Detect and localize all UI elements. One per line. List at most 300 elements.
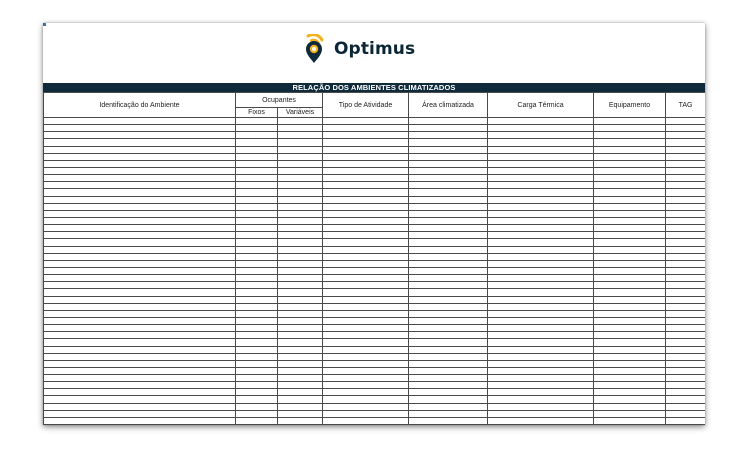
cell-equipamento[interactable] xyxy=(594,317,666,324)
cell-fixos[interactable] xyxy=(236,289,278,296)
cell-tag[interactable] xyxy=(666,417,705,424)
cell-tipo-atividade[interactable] xyxy=(323,403,409,410)
cell-equipamento[interactable] xyxy=(594,175,666,182)
cell-fixos[interactable] xyxy=(236,339,278,346)
cell-fixos[interactable] xyxy=(236,310,278,317)
cell-identificacao[interactable] xyxy=(44,260,236,267)
cell-variaveis[interactable] xyxy=(278,303,323,310)
cell-fixos[interactable] xyxy=(236,296,278,303)
cell-variaveis[interactable] xyxy=(278,196,323,203)
cell-fixos[interactable] xyxy=(236,118,278,125)
cell-carga[interactable] xyxy=(488,310,594,317)
cell-equipamento[interactable] xyxy=(594,139,666,146)
cell-identificacao[interactable] xyxy=(44,289,236,296)
cell-carga[interactable] xyxy=(488,146,594,153)
cell-fixos[interactable] xyxy=(236,139,278,146)
cell-fixos[interactable] xyxy=(236,146,278,153)
cell-variaveis[interactable] xyxy=(278,289,323,296)
cell-tag[interactable] xyxy=(666,267,705,274)
cell-tag[interactable] xyxy=(666,310,705,317)
cell-tipo-atividade[interactable] xyxy=(323,239,409,246)
cell-variaveis[interactable] xyxy=(278,132,323,139)
cell-tag[interactable] xyxy=(666,239,705,246)
cell-carga[interactable] xyxy=(488,353,594,360)
cell-carga[interactable] xyxy=(488,403,594,410)
cell-area[interactable] xyxy=(409,339,488,346)
cell-tag[interactable] xyxy=(666,360,705,367)
cell-equipamento[interactable] xyxy=(594,296,666,303)
cell-carga[interactable] xyxy=(488,289,594,296)
cell-identificacao[interactable] xyxy=(44,410,236,417)
cell-area[interactable] xyxy=(409,253,488,260)
cell-variaveis[interactable] xyxy=(278,275,323,282)
cell-carga[interactable] xyxy=(488,167,594,174)
cell-tipo-atividade[interactable] xyxy=(323,125,409,132)
cell-variaveis[interactable] xyxy=(278,325,323,332)
cell-fixos[interactable] xyxy=(236,160,278,167)
cell-equipamento[interactable] xyxy=(594,167,666,174)
cell-tipo-atividade[interactable] xyxy=(323,332,409,339)
cell-fixos[interactable] xyxy=(236,367,278,374)
cell-tag[interactable] xyxy=(666,139,705,146)
cell-variaveis[interactable] xyxy=(278,210,323,217)
cell-equipamento[interactable] xyxy=(594,203,666,210)
cell-equipamento[interactable] xyxy=(594,282,666,289)
cell-carga[interactable] xyxy=(488,182,594,189)
cell-equipamento[interactable] xyxy=(594,153,666,160)
cell-fixos[interactable] xyxy=(236,167,278,174)
cell-fixos[interactable] xyxy=(236,153,278,160)
cell-equipamento[interactable] xyxy=(594,217,666,224)
cell-area[interactable] xyxy=(409,360,488,367)
cell-area[interactable] xyxy=(409,303,488,310)
cell-carga[interactable] xyxy=(488,118,594,125)
cell-identificacao[interactable] xyxy=(44,146,236,153)
cell-tag[interactable] xyxy=(666,182,705,189)
cell-carga[interactable] xyxy=(488,139,594,146)
cell-area[interactable] xyxy=(409,246,488,253)
cell-carga[interactable] xyxy=(488,239,594,246)
cell-area[interactable] xyxy=(409,203,488,210)
cell-carga[interactable] xyxy=(488,375,594,382)
cell-fixos[interactable] xyxy=(236,410,278,417)
cell-equipamento[interactable] xyxy=(594,410,666,417)
cell-carga[interactable] xyxy=(488,360,594,367)
cell-area[interactable] xyxy=(409,353,488,360)
cell-carga[interactable] xyxy=(488,232,594,239)
cell-identificacao[interactable] xyxy=(44,118,236,125)
cell-identificacao[interactable] xyxy=(44,189,236,196)
cell-tag[interactable] xyxy=(666,410,705,417)
cell-fixos[interactable] xyxy=(236,382,278,389)
cell-area[interactable] xyxy=(409,217,488,224)
cell-area[interactable] xyxy=(409,175,488,182)
cell-area[interactable] xyxy=(409,160,488,167)
cell-carga[interactable] xyxy=(488,346,594,353)
cell-area[interactable] xyxy=(409,167,488,174)
cell-area[interactable] xyxy=(409,260,488,267)
header-tipo-atividade[interactable]: Tipo de Atividade xyxy=(323,93,409,118)
cell-equipamento[interactable] xyxy=(594,310,666,317)
cell-identificacao[interactable] xyxy=(44,325,236,332)
cell-area[interactable] xyxy=(409,389,488,396)
cell-area[interactable] xyxy=(409,282,488,289)
cell-carga[interactable] xyxy=(488,196,594,203)
cell-variaveis[interactable] xyxy=(278,332,323,339)
cell-area[interactable] xyxy=(409,396,488,403)
cell-fixos[interactable] xyxy=(236,182,278,189)
cell-variaveis[interactable] xyxy=(278,153,323,160)
cell-identificacao[interactable] xyxy=(44,132,236,139)
cell-identificacao[interactable] xyxy=(44,310,236,317)
cell-equipamento[interactable] xyxy=(594,253,666,260)
cell-tag[interactable] xyxy=(666,346,705,353)
cell-area[interactable] xyxy=(409,403,488,410)
cell-fixos[interactable] xyxy=(236,239,278,246)
cell-variaveis[interactable] xyxy=(278,417,323,424)
cell-tag[interactable] xyxy=(666,389,705,396)
cell-variaveis[interactable] xyxy=(278,139,323,146)
header-tag[interactable]: TAG xyxy=(666,93,705,118)
cell-tag[interactable] xyxy=(666,167,705,174)
cell-variaveis[interactable] xyxy=(278,403,323,410)
cell-tag[interactable] xyxy=(666,253,705,260)
cell-fixos[interactable] xyxy=(236,260,278,267)
cell-tipo-atividade[interactable] xyxy=(323,317,409,324)
cell-area[interactable] xyxy=(409,317,488,324)
cell-identificacao[interactable] xyxy=(44,332,236,339)
cell-tag[interactable] xyxy=(666,396,705,403)
cell-area[interactable] xyxy=(409,139,488,146)
cell-tipo-atividade[interactable] xyxy=(323,153,409,160)
cell-tag[interactable] xyxy=(666,382,705,389)
cell-identificacao[interactable] xyxy=(44,339,236,346)
cell-equipamento[interactable] xyxy=(594,353,666,360)
cell-carga[interactable] xyxy=(488,267,594,274)
cell-area[interactable] xyxy=(409,210,488,217)
cell-carga[interactable] xyxy=(488,339,594,346)
cell-tipo-atividade[interactable] xyxy=(323,325,409,332)
cell-variaveis[interactable] xyxy=(278,346,323,353)
cell-area[interactable] xyxy=(409,417,488,424)
cell-equipamento[interactable] xyxy=(594,346,666,353)
cell-identificacao[interactable] xyxy=(44,182,236,189)
cell-tipo-atividade[interactable] xyxy=(323,132,409,139)
cell-area[interactable] xyxy=(409,275,488,282)
cell-tag[interactable] xyxy=(666,367,705,374)
cell-area[interactable] xyxy=(409,232,488,239)
cell-equipamento[interactable] xyxy=(594,332,666,339)
cell-tipo-atividade[interactable] xyxy=(323,246,409,253)
cell-equipamento[interactable] xyxy=(594,182,666,189)
cell-identificacao[interactable] xyxy=(44,246,236,253)
cell-tag[interactable] xyxy=(666,339,705,346)
cell-equipamento[interactable] xyxy=(594,325,666,332)
cell-tipo-atividade[interactable] xyxy=(323,360,409,367)
cell-carga[interactable] xyxy=(488,389,594,396)
cell-tipo-atividade[interactable] xyxy=(323,310,409,317)
cell-fixos[interactable] xyxy=(236,210,278,217)
cell-fixos[interactable] xyxy=(236,175,278,182)
cell-fixos[interactable] xyxy=(236,332,278,339)
cell-carga[interactable] xyxy=(488,417,594,424)
cell-variaveis[interactable] xyxy=(278,225,323,232)
cell-equipamento[interactable] xyxy=(594,146,666,153)
cell-fixos[interactable] xyxy=(236,353,278,360)
header-equipamento[interactable]: Equipamento xyxy=(594,93,666,118)
cell-tag[interactable] xyxy=(666,317,705,324)
cell-variaveis[interactable] xyxy=(278,232,323,239)
cell-fixos[interactable] xyxy=(236,303,278,310)
cell-carga[interactable] xyxy=(488,275,594,282)
cell-variaveis[interactable] xyxy=(278,118,323,125)
cell-variaveis[interactable] xyxy=(278,410,323,417)
cell-tag[interactable] xyxy=(666,175,705,182)
cell-identificacao[interactable] xyxy=(44,125,236,132)
cell-tag[interactable] xyxy=(666,246,705,253)
cell-area[interactable] xyxy=(409,332,488,339)
cell-equipamento[interactable] xyxy=(594,239,666,246)
cell-variaveis[interactable] xyxy=(278,167,323,174)
header-fixos[interactable]: Fixos xyxy=(236,108,278,118)
cell-fixos[interactable] xyxy=(236,232,278,239)
cell-identificacao[interactable] xyxy=(44,367,236,374)
cell-variaveis[interactable] xyxy=(278,203,323,210)
cell-carga[interactable] xyxy=(488,160,594,167)
cell-equipamento[interactable] xyxy=(594,375,666,382)
cell-equipamento[interactable] xyxy=(594,160,666,167)
header-variaveis[interactable]: Variáveis xyxy=(278,108,323,118)
cell-fixos[interactable] xyxy=(236,217,278,224)
cell-identificacao[interactable] xyxy=(44,239,236,246)
cell-identificacao[interactable] xyxy=(44,225,236,232)
cell-variaveis[interactable] xyxy=(278,175,323,182)
cell-area[interactable] xyxy=(409,132,488,139)
cell-variaveis[interactable] xyxy=(278,389,323,396)
cell-carga[interactable] xyxy=(488,225,594,232)
cell-tag[interactable] xyxy=(666,189,705,196)
header-area[interactable]: Área climatizada xyxy=(409,93,488,118)
cell-area[interactable] xyxy=(409,375,488,382)
cell-identificacao[interactable] xyxy=(44,139,236,146)
cell-fixos[interactable] xyxy=(236,189,278,196)
cell-identificacao[interactable] xyxy=(44,203,236,210)
cell-tipo-atividade[interactable] xyxy=(323,217,409,224)
cell-tag[interactable] xyxy=(666,303,705,310)
cell-identificacao[interactable] xyxy=(44,275,236,282)
cell-equipamento[interactable] xyxy=(594,232,666,239)
cell-area[interactable] xyxy=(409,267,488,274)
cell-tag[interactable] xyxy=(666,232,705,239)
cell-equipamento[interactable] xyxy=(594,189,666,196)
cell-tipo-atividade[interactable] xyxy=(323,346,409,353)
cell-carga[interactable] xyxy=(488,210,594,217)
cell-tag[interactable] xyxy=(666,332,705,339)
cell-area[interactable] xyxy=(409,296,488,303)
cell-fixos[interactable] xyxy=(236,225,278,232)
cell-tipo-atividade[interactable] xyxy=(323,367,409,374)
cell-tag[interactable] xyxy=(666,146,705,153)
cell-area[interactable] xyxy=(409,310,488,317)
cell-tipo-atividade[interactable] xyxy=(323,160,409,167)
cell-area[interactable] xyxy=(409,367,488,374)
cell-tipo-atividade[interactable] xyxy=(323,182,409,189)
cell-tag[interactable] xyxy=(666,375,705,382)
cell-area[interactable] xyxy=(409,182,488,189)
cell-fixos[interactable] xyxy=(236,417,278,424)
cell-identificacao[interactable] xyxy=(44,317,236,324)
cell-carga[interactable] xyxy=(488,317,594,324)
cell-carga[interactable] xyxy=(488,153,594,160)
cell-identificacao[interactable] xyxy=(44,296,236,303)
cell-tipo-atividade[interactable] xyxy=(323,410,409,417)
cell-equipamento[interactable] xyxy=(594,210,666,217)
cell-area[interactable] xyxy=(409,382,488,389)
cell-tipo-atividade[interactable] xyxy=(323,203,409,210)
cell-tipo-atividade[interactable] xyxy=(323,339,409,346)
cell-carga[interactable] xyxy=(488,253,594,260)
header-carga[interactable]: Carga Térmica xyxy=(488,93,594,118)
cell-identificacao[interactable] xyxy=(44,353,236,360)
cell-fixos[interactable] xyxy=(236,396,278,403)
cell-identificacao[interactable] xyxy=(44,396,236,403)
cell-area[interactable] xyxy=(409,196,488,203)
cell-fixos[interactable] xyxy=(236,125,278,132)
cell-identificacao[interactable] xyxy=(44,346,236,353)
cell-identificacao[interactable] xyxy=(44,196,236,203)
cell-identificacao[interactable] xyxy=(44,217,236,224)
cell-identificacao[interactable] xyxy=(44,253,236,260)
cell-carga[interactable] xyxy=(488,325,594,332)
cell-identificacao[interactable] xyxy=(44,303,236,310)
cell-identificacao[interactable] xyxy=(44,389,236,396)
cell-tipo-atividade[interactable] xyxy=(323,189,409,196)
cell-area[interactable] xyxy=(409,410,488,417)
cell-carga[interactable] xyxy=(488,260,594,267)
cell-tag[interactable] xyxy=(666,203,705,210)
cell-tag[interactable] xyxy=(666,217,705,224)
cell-tipo-atividade[interactable] xyxy=(323,260,409,267)
cell-tipo-atividade[interactable] xyxy=(323,225,409,232)
cell-variaveis[interactable] xyxy=(278,182,323,189)
cell-carga[interactable] xyxy=(488,367,594,374)
cell-carga[interactable] xyxy=(488,217,594,224)
cell-tag[interactable] xyxy=(666,196,705,203)
cell-carga[interactable] xyxy=(488,382,594,389)
cell-tag[interactable] xyxy=(666,225,705,232)
cell-tag[interactable] xyxy=(666,275,705,282)
cell-tipo-atividade[interactable] xyxy=(323,210,409,217)
cell-variaveis[interactable] xyxy=(278,260,323,267)
cell-area[interactable] xyxy=(409,325,488,332)
cell-carga[interactable] xyxy=(488,282,594,289)
cell-variaveis[interactable] xyxy=(278,310,323,317)
selection-corner-marker[interactable] xyxy=(43,23,46,26)
cell-tipo-atividade[interactable] xyxy=(323,253,409,260)
cell-carga[interactable] xyxy=(488,303,594,310)
cell-fixos[interactable] xyxy=(236,346,278,353)
cell-variaveis[interactable] xyxy=(278,396,323,403)
cell-tag[interactable] xyxy=(666,132,705,139)
cell-identificacao[interactable] xyxy=(44,167,236,174)
cell-fixos[interactable] xyxy=(236,253,278,260)
cell-variaveis[interactable] xyxy=(278,246,323,253)
cell-equipamento[interactable] xyxy=(594,260,666,267)
cell-tag[interactable] xyxy=(666,125,705,132)
cell-identificacao[interactable] xyxy=(44,232,236,239)
cell-tag[interactable] xyxy=(666,296,705,303)
cell-tipo-atividade[interactable] xyxy=(323,389,409,396)
cell-tag[interactable] xyxy=(666,353,705,360)
cell-tipo-atividade[interactable] xyxy=(323,382,409,389)
cell-tipo-atividade[interactable] xyxy=(323,275,409,282)
cell-carga[interactable] xyxy=(488,125,594,132)
cell-variaveis[interactable] xyxy=(278,339,323,346)
cell-tag[interactable] xyxy=(666,289,705,296)
cell-area[interactable] xyxy=(409,239,488,246)
cell-area[interactable] xyxy=(409,153,488,160)
cell-carga[interactable] xyxy=(488,132,594,139)
cell-fixos[interactable] xyxy=(236,375,278,382)
cell-variaveis[interactable] xyxy=(278,360,323,367)
cell-equipamento[interactable] xyxy=(594,303,666,310)
header-ocupantes[interactable]: Ocupantes xyxy=(236,93,323,108)
cell-area[interactable] xyxy=(409,346,488,353)
cell-equipamento[interactable] xyxy=(594,246,666,253)
cell-identificacao[interactable] xyxy=(44,360,236,367)
cell-tag[interactable] xyxy=(666,118,705,125)
cell-identificacao[interactable] xyxy=(44,382,236,389)
cell-tipo-atividade[interactable] xyxy=(323,289,409,296)
cell-equipamento[interactable] xyxy=(594,225,666,232)
cell-identificacao[interactable] xyxy=(44,403,236,410)
cell-identificacao[interactable] xyxy=(44,375,236,382)
cell-tag[interactable] xyxy=(666,282,705,289)
cell-area[interactable] xyxy=(409,289,488,296)
cell-fixos[interactable] xyxy=(236,317,278,324)
cell-identificacao[interactable] xyxy=(44,160,236,167)
cell-variaveis[interactable] xyxy=(278,253,323,260)
cell-variaveis[interactable] xyxy=(278,317,323,324)
cell-variaveis[interactable] xyxy=(278,125,323,132)
cell-carga[interactable] xyxy=(488,396,594,403)
cell-variaveis[interactable] xyxy=(278,189,323,196)
cell-carga[interactable] xyxy=(488,296,594,303)
cell-fixos[interactable] xyxy=(236,360,278,367)
cell-tag[interactable] xyxy=(666,160,705,167)
cell-tipo-atividade[interactable] xyxy=(323,232,409,239)
cell-identificacao[interactable] xyxy=(44,153,236,160)
cell-fixos[interactable] xyxy=(236,403,278,410)
cell-tipo-atividade[interactable] xyxy=(323,167,409,174)
cell-area[interactable] xyxy=(409,146,488,153)
cell-tipo-atividade[interactable] xyxy=(323,196,409,203)
cell-variaveis[interactable] xyxy=(278,375,323,382)
cell-equipamento[interactable] xyxy=(594,382,666,389)
cell-tipo-atividade[interactable] xyxy=(323,396,409,403)
cell-tag[interactable] xyxy=(666,403,705,410)
cell-variaveis[interactable] xyxy=(278,353,323,360)
cell-variaveis[interactable] xyxy=(278,267,323,274)
cell-tipo-atividade[interactable] xyxy=(323,296,409,303)
cell-tipo-atividade[interactable] xyxy=(323,375,409,382)
cell-variaveis[interactable] xyxy=(278,382,323,389)
cell-equipamento[interactable] xyxy=(594,267,666,274)
cell-variaveis[interactable] xyxy=(278,217,323,224)
cell-tipo-atividade[interactable] xyxy=(323,175,409,182)
cell-equipamento[interactable] xyxy=(594,396,666,403)
cell-area[interactable] xyxy=(409,225,488,232)
